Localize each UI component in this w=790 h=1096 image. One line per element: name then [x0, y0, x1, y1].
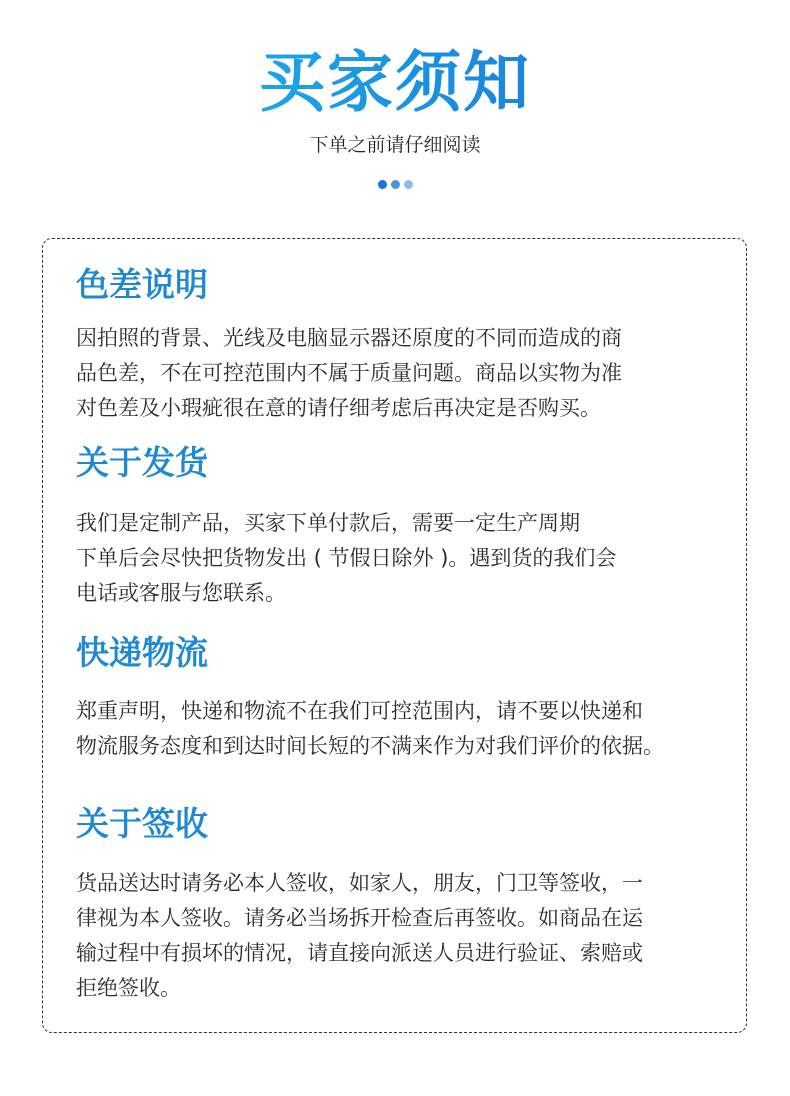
notice-card — [42, 238, 747, 1033]
page-title: 买家须知 — [0, 38, 790, 128]
section-line: 郑重声明，快递和物流不在我们可控范围内，请不要以快递和 — [76, 699, 643, 723]
dot-icon — [404, 180, 413, 189]
decorative-dots — [0, 180, 790, 189]
section-line: 物流服务态度和到达时间长短的不满来作为对我们评价的依据。 — [76, 734, 664, 758]
section-title-signing: 关于签收 — [76, 804, 208, 843]
section-line: 拒绝签收。 — [76, 976, 181, 1000]
section-line: 输过程中有损坏的情况，请直接向派送人员进行验证、索赔或 — [76, 941, 643, 965]
section-line: 对色差及小瑕疵很在意的请仔细考虑后再决定是否购买。 — [76, 396, 601, 420]
dot-icon — [391, 180, 400, 189]
section-line: 品色差，不在可控范围内不属于质量问题。商品以实物为准 — [76, 361, 622, 385]
section-title-shipping: 关于发货 — [76, 443, 208, 482]
section-line: 电话或客服与您联系。 — [76, 581, 286, 605]
page-subtitle: 下单之前请仔细阅读 — [309, 134, 481, 156]
section-line: 下单后会尽快把货物发出 ( 节假日除外 )。遇到货的我们会 — [76, 546, 617, 570]
section-line: 货品送达时请务必本人签收，如家人，朋友，门卫等签收，一 — [76, 871, 643, 895]
section-body-express-logistics — [76, 694, 744, 764]
section-body-signing — [76, 866, 744, 1006]
section-title-express-logistics: 快递物流 — [76, 633, 208, 672]
section-body-color-difference — [76, 321, 744, 426]
section-title-color-difference: 色差说明 — [76, 265, 208, 304]
section-line: 因拍照的背景、光线及电脑显示器还原度的不同而造成的商 — [76, 326, 622, 350]
section-line: 我们是定制产品，买家下单付款后，需要一定生产周期 — [76, 511, 580, 535]
section-body-shipping — [76, 506, 744, 611]
dot-icon — [378, 180, 387, 189]
section-line: 律视为本人签收。请务必当场拆开检查后再签收。如商品在运 — [76, 906, 643, 930]
